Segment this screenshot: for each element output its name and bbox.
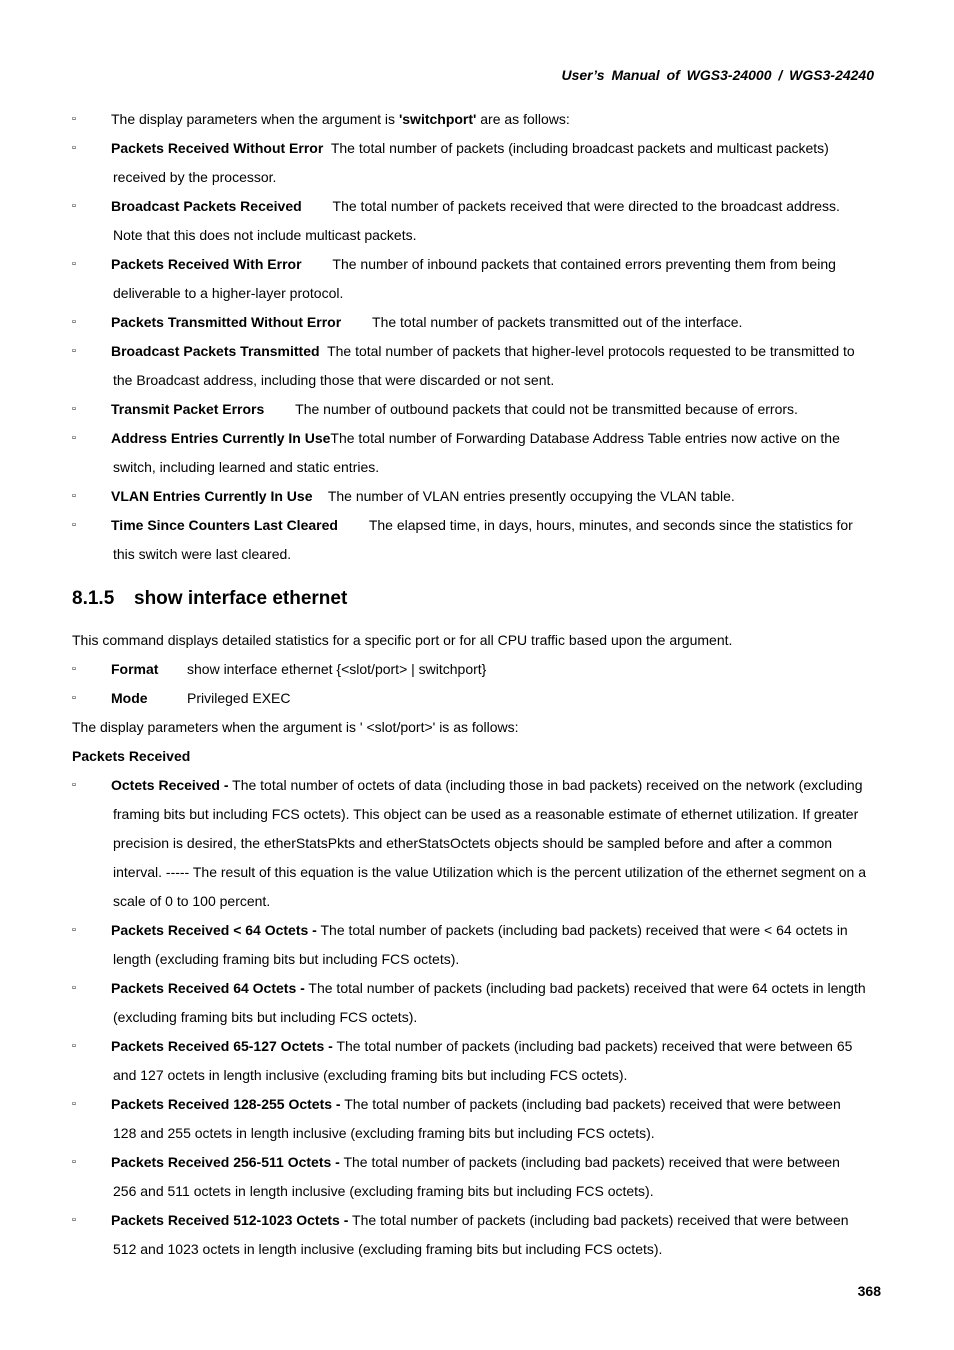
received-parameter-list (72, 771, 884, 1264)
page-header: User’s Manual of WGS3-24000 / WGS3-24240 (561, 67, 874, 83)
item-continuation: interval. ----- The result of this equation is the value Utilization which is the percent utilization of the ethernet segment on a (113, 864, 867, 880)
item-term: Packets Received 256-511 Octets - (111, 1154, 340, 1170)
item-term: Packets Received < 64 Octets - (111, 922, 317, 938)
mode-value: Privileged EXEC (187, 690, 291, 706)
item-continuation: and 127 octets in length inclusive (excluding framing bits but including FCS octets). (113, 1067, 628, 1083)
list-item (72, 192, 884, 221)
item-description: The total number of octets of data (including those in bad packets) received on the network (excluding (228, 777, 863, 793)
item-gap (313, 488, 328, 504)
item-continuation: 256 and 511 octets in length inclusive (excluding framing bits but including FCS octets). (113, 1183, 654, 1199)
item-description: The total number of packets (including bad packets) received that were between (340, 1096, 841, 1112)
item-description: The total number of packets transmitted out of the interface. (372, 314, 743, 330)
item-description: The total number of packets (including bad packets) received that were between (348, 1212, 849, 1228)
item-continuation: (excluding framing bits but including FCS octets). (113, 1009, 418, 1025)
item-description: The number of VLAN entries presently occupying the VLAN table. (327, 488, 735, 504)
item-continuation: Note that this does not include multicast packets. (113, 227, 417, 243)
item-gap (341, 314, 372, 330)
switchport-arg: 'switchport' (398, 111, 477, 127)
item-gap (264, 401, 295, 417)
item-term: Packets Transmitted Without Error (111, 314, 342, 330)
list-item (72, 250, 884, 279)
item-description: The total number of packets that higher-level protocols requested to be transmitted to (327, 343, 855, 359)
item-term: Broadcast Packets Transmitted (111, 343, 320, 359)
item-term: VLAN Entries Currently In Use (111, 488, 313, 504)
item-gap (320, 343, 328, 359)
item-gap (302, 256, 333, 272)
format-value: show interface ethernet {<slot/port> | switchport} (187, 661, 487, 677)
mode-line (72, 684, 884, 713)
item-description: The number of inbound packets that contained errors preventing them from being (332, 256, 836, 272)
list-item (72, 482, 884, 511)
section-number: 8.1.5 (72, 588, 115, 609)
item-term: Transmit Packet Errors (111, 401, 265, 417)
item-continuation: this switch were last cleared. (113, 546, 292, 562)
page-content (72, 105, 884, 1264)
item-term: Packets Received 65-127 Octets - (111, 1038, 333, 1054)
section-heading (72, 584, 884, 614)
item-gap (338, 517, 369, 533)
item-continuation: switch, including learned and static entries. (113, 459, 380, 475)
item-term: Packets Received 64 Octets - (111, 980, 305, 996)
item-term: Packets Received 128-255 Octets - (111, 1096, 341, 1112)
format-label: Format (111, 661, 159, 677)
item-description: The total number of packets (including bad packets) received that were between 65 (332, 1038, 853, 1054)
list-item (72, 337, 884, 366)
item-term: Broadcast Packets Received (111, 198, 302, 214)
switchport-parameter-list (72, 134, 884, 569)
item-term: Address Entries Currently In Use (111, 430, 331, 446)
packets-received-subheading: Packets Received (72, 748, 191, 764)
item-description: The total number of packets (including bad packets) received that were between (339, 1154, 840, 1170)
list-item (72, 771, 884, 800)
list-item (72, 916, 884, 945)
item-term: Octets Received - (111, 777, 229, 793)
item-gap (302, 198, 333, 214)
format-line (72, 655, 884, 684)
item-continuation: 512 and 1023 octets in length inclusive (excluding framing bits but including FCS octets). (113, 1241, 663, 1257)
item-continuation: 128 and 255 octets in length inclusive (excluding framing bits but including FCS octets). (113, 1125, 655, 1141)
item-continuation: deliverable to a higher-layer protocol. (113, 285, 344, 301)
item-description: The elapsed time, in days, hours, minutes, and seconds since the statistics for (368, 517, 853, 533)
section-title: show interface ethernet (134, 588, 348, 609)
list-item (72, 424, 884, 453)
item-description: The number of outbound packets that could not be transmitted because of errors. (295, 401, 798, 417)
item-continuation: framing bits but including FCS octets). This object can be used as a reasonable estimate of ethernet utilization. If greater (113, 806, 859, 822)
page-number: 368 (857, 1283, 881, 1299)
item-continuation: precision is desired, the etherStatsPkts and etherStatsOctets objects should be sampled before and after a common (113, 835, 833, 851)
list-item (72, 974, 884, 1003)
item-term: Packets Received With Error (111, 256, 302, 272)
item-description: The total number of packets (including bad packets) received that were 64 octets in length (304, 980, 866, 996)
item-continuation: length (excluding framing bits but including FCS octets). (113, 951, 460, 967)
list-item (72, 1090, 884, 1119)
mode-label: Mode (111, 690, 148, 706)
section-description: This command displays detailed statistics for a specific port or for all CPU traffic based upon the argument. (72, 632, 733, 648)
item-description: The total number of packets received that were directed to the broadcast address. (332, 198, 840, 214)
param-intro: The display parameters when the argument is ' <slot/port>' is as follows: (72, 719, 519, 735)
item-gap (323, 140, 331, 156)
item-continuation: the Broadcast address, including those that were discarded or not sent. (113, 372, 555, 388)
item-description: The total number of Forwarding Database Address Table entries now active on the (330, 430, 840, 446)
item-term: Packets Received 512-1023 Octets - (111, 1212, 349, 1228)
list-item (72, 1032, 884, 1061)
item-description: The total number of packets (including bad packets) received that were < 64 octets in (316, 922, 848, 938)
switchport-intro: ▫ The display parameters when the argument is 'switchport' are as follows: (72, 105, 884, 134)
list-item (72, 134, 884, 163)
item-description: The total number of packets (including broadcast packets and multicast packets) (330, 140, 829, 156)
item-continuation: scale of 0 to 100 percent. (113, 893, 271, 909)
item-term: Packets Received Without Error (111, 140, 324, 156)
item-continuation: received by the processor. (113, 169, 277, 185)
list-item (72, 1148, 884, 1177)
item-term: Time Since Counters Last Cleared (111, 517, 338, 533)
list-item (72, 511, 884, 540)
list-item (72, 308, 884, 337)
list-item (72, 395, 884, 424)
list-item (72, 1206, 884, 1235)
